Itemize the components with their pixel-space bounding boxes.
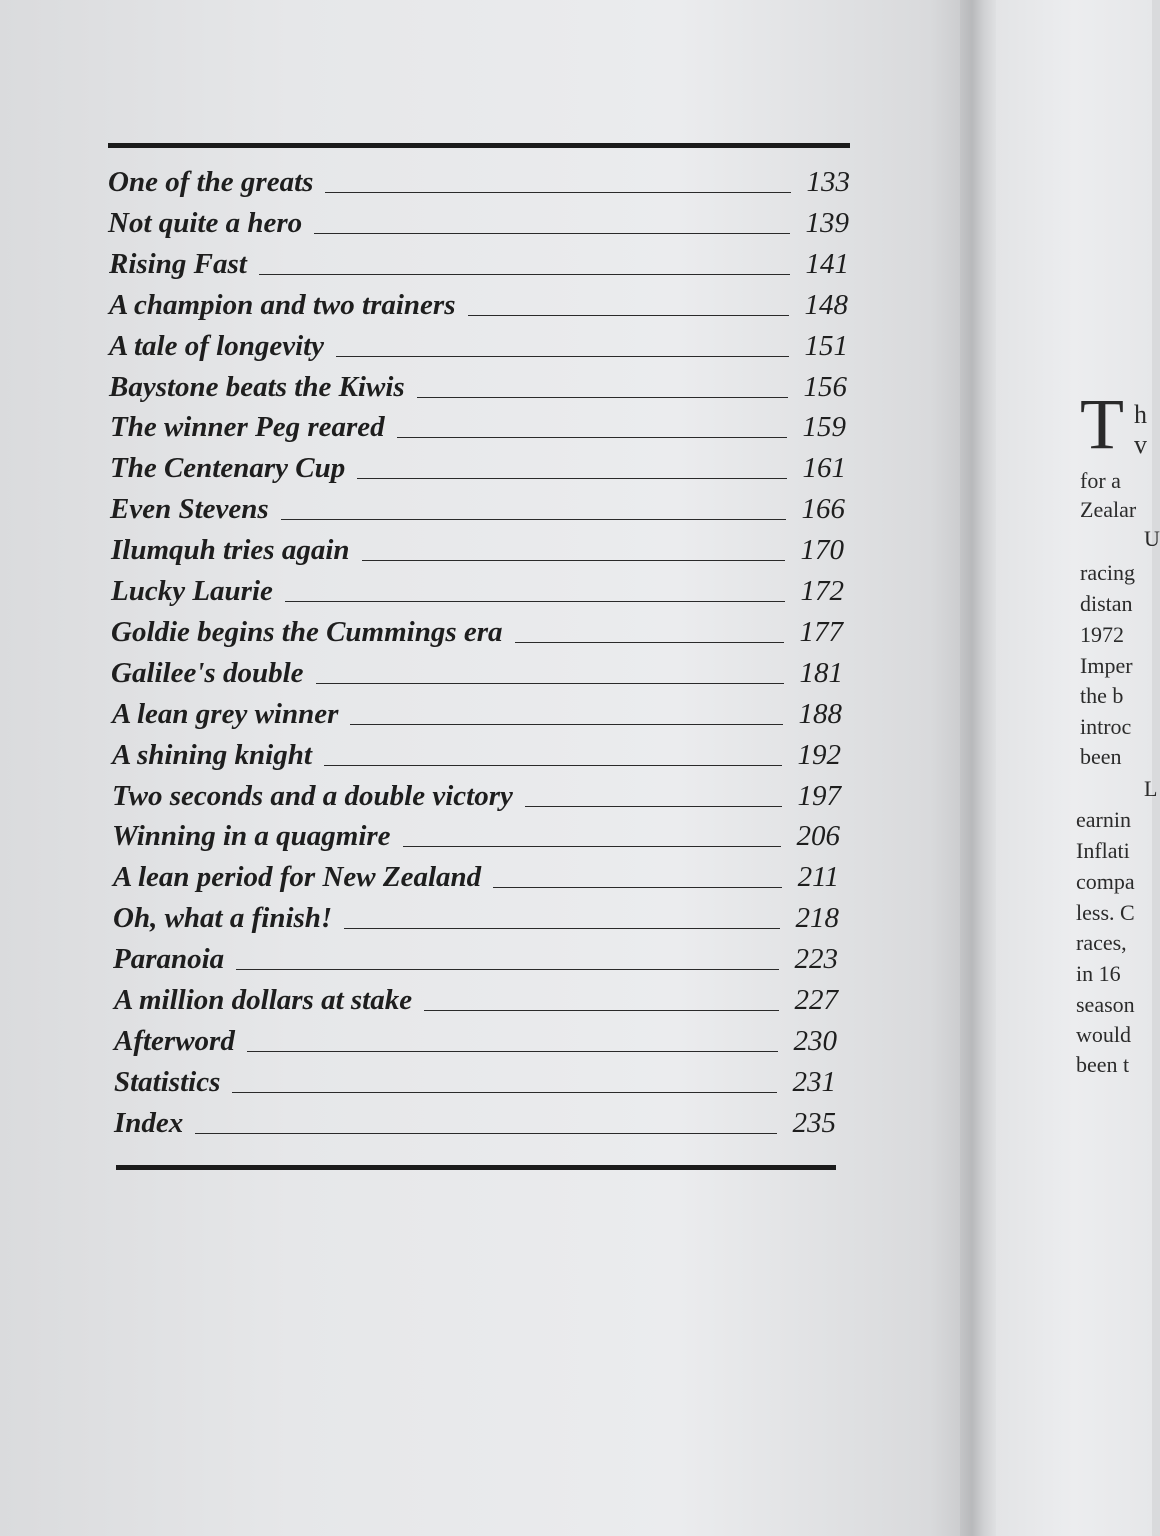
toc-entry-page-number: 161 <box>802 452 846 484</box>
toc-leader-line <box>247 1050 778 1052</box>
toc-leader-line <box>281 518 786 520</box>
toc-entry-title: Baystone beats the Kiwis <box>109 371 405 403</box>
toc-leader-line <box>403 845 781 847</box>
toc-entry-title: Ilumquh tries again <box>111 534 350 566</box>
toc-entry-title: Oh, what a finish! <box>113 902 333 934</box>
toc-entry <box>111 571 844 611</box>
right-page-text-line: U <box>1144 526 1160 551</box>
toc-leader-line <box>417 396 788 398</box>
toc-entry-title: Index <box>114 1107 184 1139</box>
right-page-text-line: the b <box>1080 683 1124 708</box>
toc-entry-page-number: 206 <box>796 820 840 852</box>
toc-leader-line <box>285 600 785 602</box>
toc-entry-title: A shining knight <box>112 739 312 771</box>
toc-entry-page-number: 223 <box>794 943 838 975</box>
toc-entry-page-number: 148 <box>804 289 848 321</box>
toc-entry-page-number: 211 <box>797 861 839 893</box>
right-page-text-line: Zealar <box>1080 497 1137 522</box>
right-page-text-line: v <box>1134 430 1147 459</box>
toc-entry-page-number: 159 <box>802 411 846 443</box>
toc-entry-title: Goldie begins the Cummings era <box>111 616 503 648</box>
toc-entry <box>110 489 845 529</box>
right-page-text-line: racing <box>1080 560 1135 585</box>
toc-leader-line <box>324 764 782 766</box>
toc-entry-page-number: 218 <box>795 902 839 934</box>
toc-entry <box>114 1021 837 1061</box>
toc-entry-page-number: 192 <box>797 739 841 771</box>
right-page-text-line: for a <box>1080 468 1121 493</box>
book-gutter <box>960 0 1000 1536</box>
toc-entry-page-number: 156 <box>803 371 847 403</box>
toc-entry-page-number: 188 <box>798 698 842 730</box>
toc-leader-line <box>314 232 789 234</box>
toc-entry <box>114 1062 836 1102</box>
toc-entry-page-number: 166 <box>801 493 845 525</box>
toc-entry-page-number: 172 <box>800 575 844 607</box>
right-page-text-line: would <box>1076 1022 1131 1047</box>
drop-cap: T <box>1080 384 1124 464</box>
toc-entry <box>112 776 841 816</box>
toc-entry-title: Winning in a quagmire <box>112 820 391 852</box>
right-page-text-line: L <box>1144 776 1158 801</box>
toc-entry-page-number: 151 <box>804 330 848 362</box>
toc-entry <box>109 367 847 407</box>
toc-leader-line <box>493 886 782 888</box>
toc-entry-title: Galilee's double <box>111 657 304 689</box>
right-page-text-line: been <box>1080 744 1122 769</box>
right-page-text-line: been t <box>1076 1052 1130 1077</box>
toc-leader-line <box>236 968 778 970</box>
toc-entry-page-number: 197 <box>797 780 841 812</box>
toc-entry-title: A tale of longevity <box>109 330 325 362</box>
toc-entry-page-number: 170 <box>800 534 844 566</box>
toc-leader-line <box>316 682 784 684</box>
toc-entry-title: Two seconds and a double victory <box>112 780 513 812</box>
toc-entry <box>114 980 838 1020</box>
right-page-text-line: h <box>1134 400 1147 429</box>
toc-entry-title: A lean period for New Zealand <box>113 861 482 893</box>
toc-entry-page-number: 139 <box>805 207 849 239</box>
right-page-text-line: earnin <box>1076 807 1131 832</box>
toc-entry-page-number: 235 <box>792 1107 836 1139</box>
toc-entry-title: Not quite a hero <box>108 207 303 239</box>
toc-entry-title: Lucky Laurie <box>111 575 273 607</box>
toc-entry <box>111 653 843 693</box>
toc-entry-page-number: 227 <box>794 984 838 1016</box>
toc-entry-title: Even Stevens <box>110 493 269 525</box>
toc-entry <box>108 203 849 243</box>
toc-entry-title: The Centenary Cup <box>110 452 346 484</box>
toc-entry-title: Rising Fast <box>109 248 247 280</box>
toc-entry-page-number: 181 <box>799 657 843 689</box>
right-page-text-line: season <box>1076 992 1135 1017</box>
toc-leader-line <box>195 1132 776 1134</box>
toc-entry-title: A champion and two trainers <box>109 289 456 321</box>
toc-leader-line <box>515 641 784 643</box>
toc-entry-page-number: 141 <box>805 248 849 280</box>
right-page-text-line: compa <box>1076 869 1135 894</box>
toc-leader-line <box>357 477 786 479</box>
toc-entry <box>113 857 839 897</box>
right-page-text-line: Imper <box>1080 653 1133 678</box>
right-page-text-line: in 16 <box>1076 961 1121 986</box>
toc-entry-page-number: 133 <box>806 166 850 198</box>
toc-entry-title: A lean grey winner <box>112 698 339 730</box>
toc-entry <box>110 448 846 488</box>
toc-entry <box>113 939 838 979</box>
toc-leader-line <box>232 1091 776 1093</box>
toc-leader-line <box>424 1009 778 1011</box>
toc-leader-line <box>336 355 788 357</box>
toc-entry-page-number: 231 <box>792 1066 836 1098</box>
toc-leader-line <box>362 559 785 561</box>
bottom-rule <box>116 1165 836 1170</box>
toc-leader-line <box>344 927 779 929</box>
toc-entry <box>109 244 849 284</box>
toc-leader-line <box>325 191 790 193</box>
right-page-text-line: introc <box>1080 714 1132 739</box>
toc-entry <box>112 694 842 734</box>
toc-entry-title: One of the greats <box>108 166 314 198</box>
toc-entry <box>111 530 844 570</box>
toc-entry-page-number: 177 <box>799 616 843 648</box>
toc-entry-title: A million dollars at stake <box>114 984 413 1016</box>
toc-entry <box>109 326 848 366</box>
toc-entry-title: Afterword <box>114 1025 235 1057</box>
toc-entry-page-number: 230 <box>793 1025 837 1057</box>
right-page <box>996 0 1160 1536</box>
toc-leader-line <box>259 273 790 275</box>
toc-entry <box>110 407 846 447</box>
right-page-text-line: 1972 <box>1080 622 1124 647</box>
toc-entry <box>113 898 839 938</box>
toc-entry-title: Statistics <box>114 1066 221 1098</box>
toc-entry <box>109 285 848 325</box>
toc-leader-line <box>468 314 789 316</box>
right-page-text-line: distan <box>1080 591 1133 616</box>
toc-entry <box>114 1103 836 1143</box>
toc-entry <box>112 735 841 775</box>
right-page-text-line: races, <box>1076 930 1127 955</box>
toc-leader-line <box>397 436 787 438</box>
toc-entry <box>108 162 850 202</box>
right-page-text-line: less. C <box>1076 900 1135 925</box>
toc-entry <box>111 612 843 652</box>
toc-entry-title: The winner Peg reared <box>110 411 385 443</box>
right-page-text-line: Inflati <box>1076 838 1130 863</box>
toc-entry <box>112 816 840 856</box>
toc-entry-title: Paranoia <box>113 943 225 975</box>
toc-leader-line <box>350 723 782 725</box>
toc-leader-line <box>525 805 782 807</box>
